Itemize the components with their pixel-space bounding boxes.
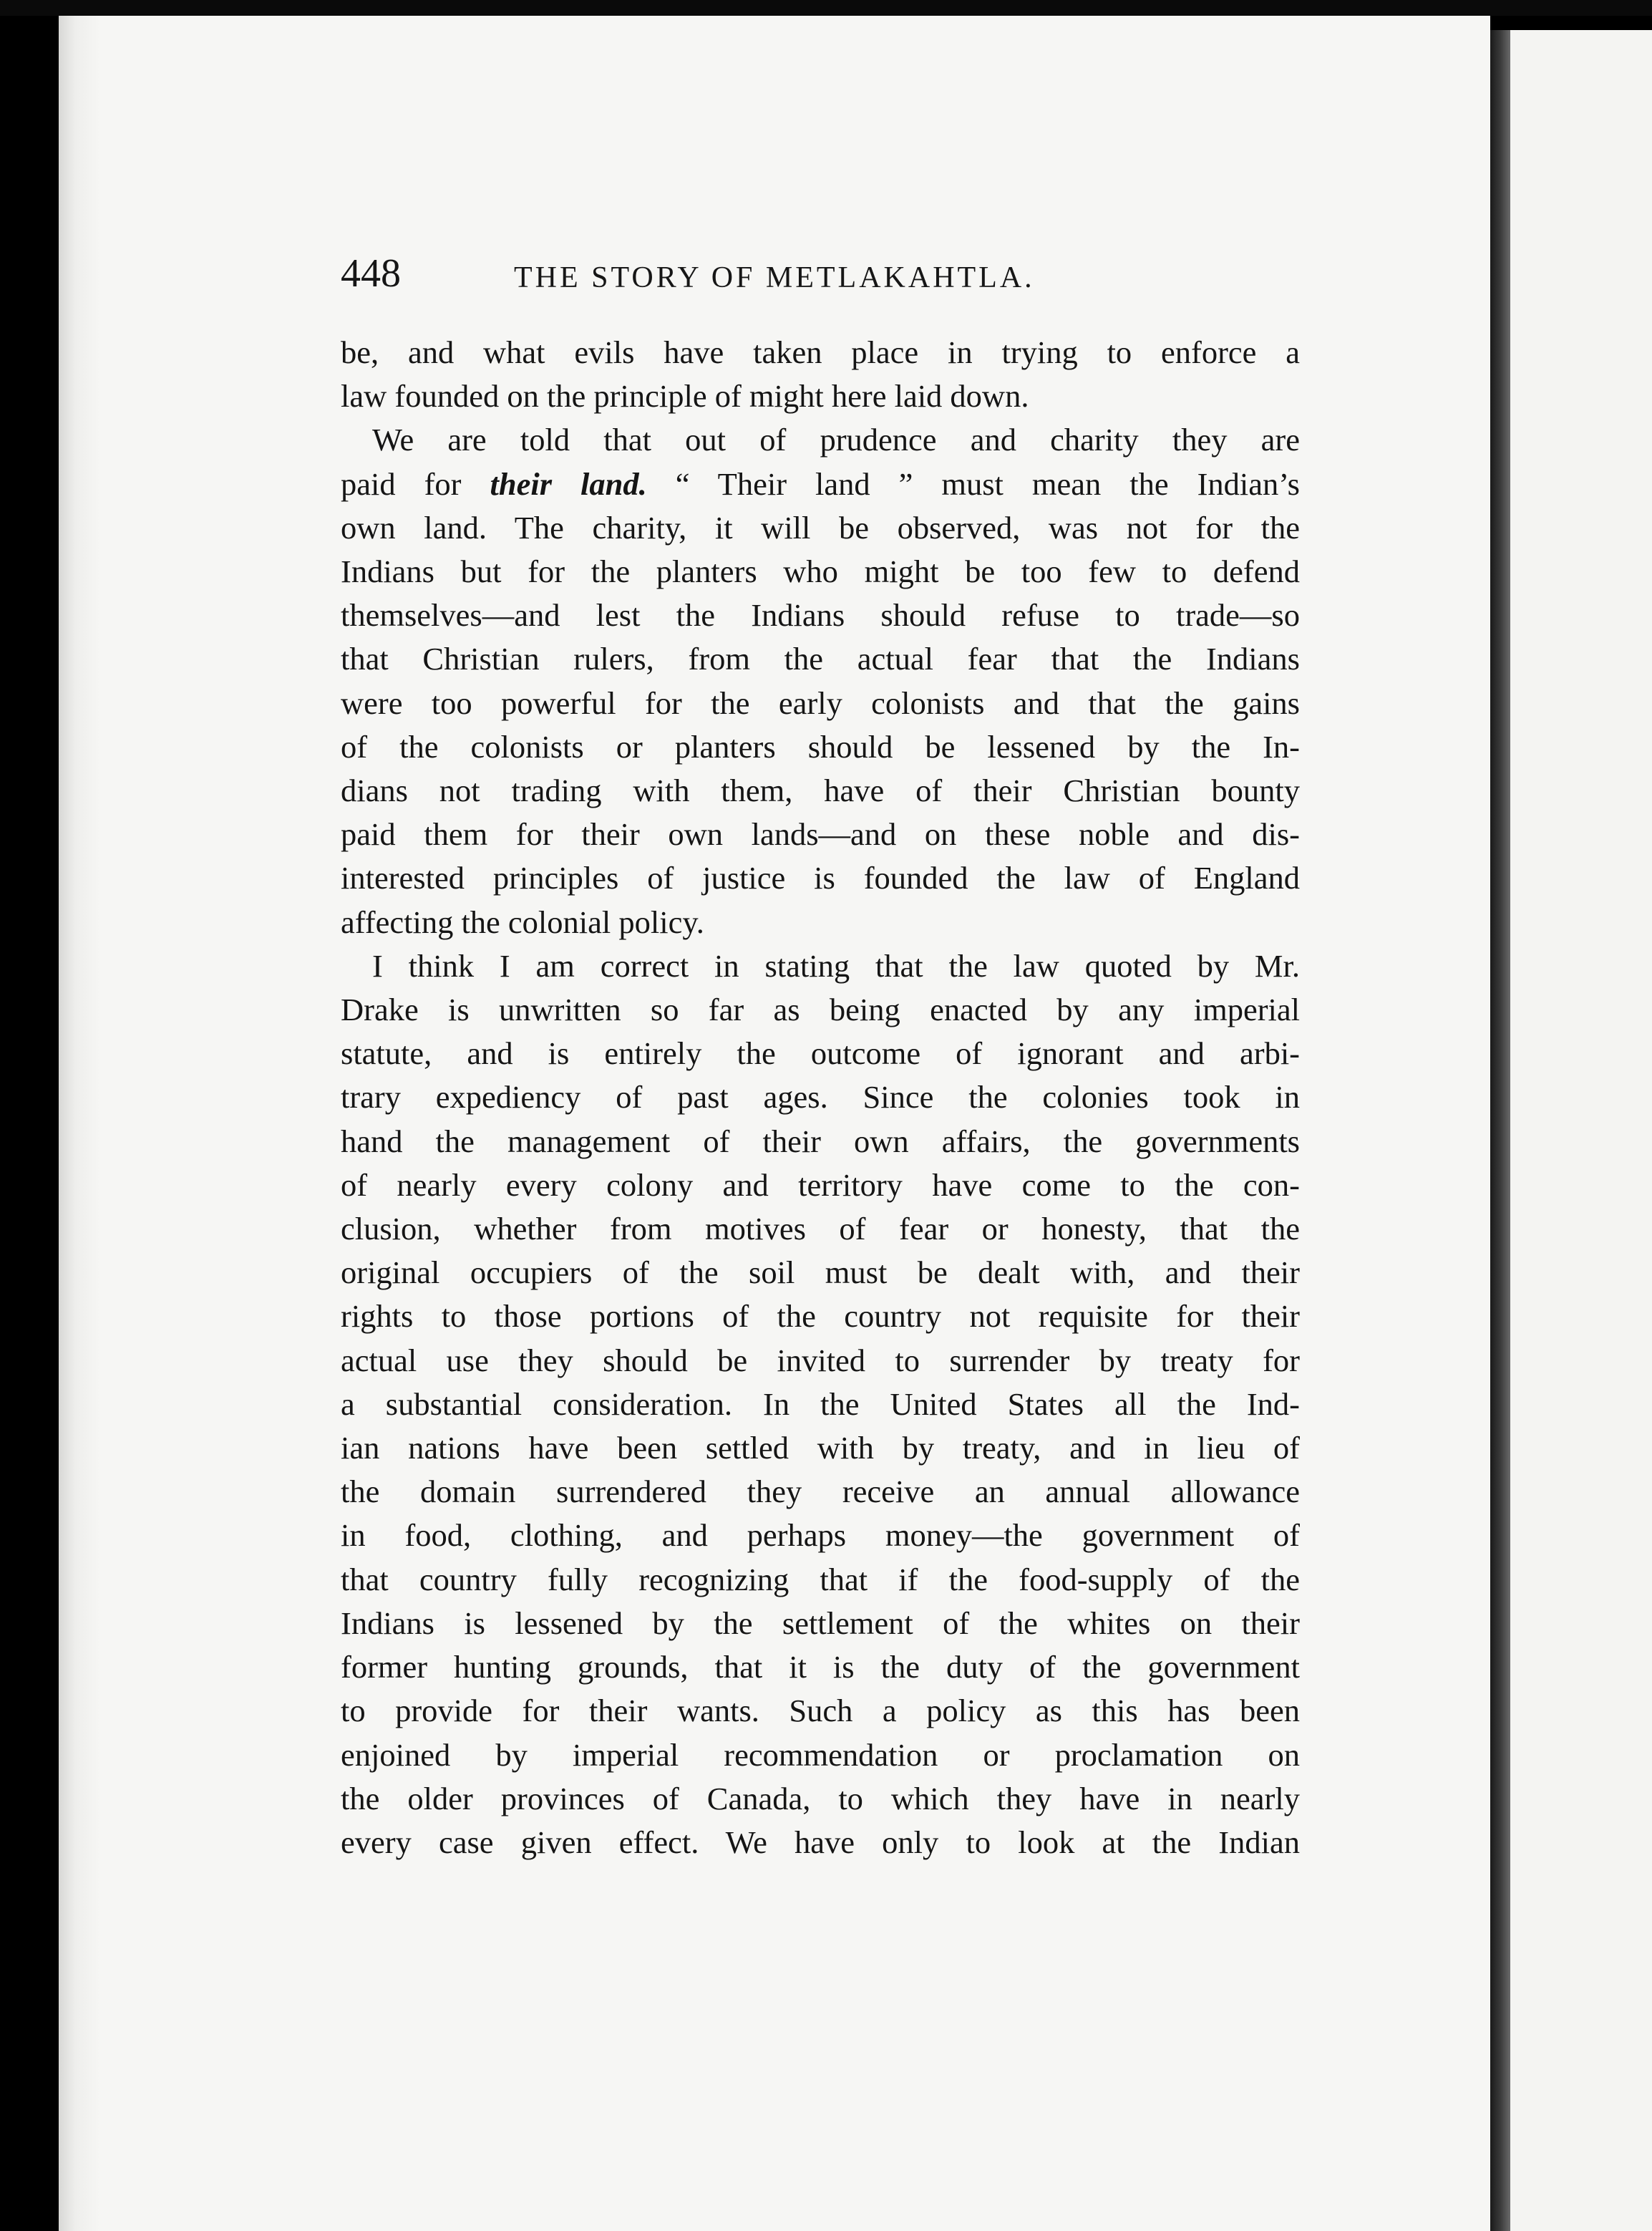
text-line: paid them for their own lands—and on these noble and dis-: [341, 816, 1300, 853]
scan-top-edge: [0, 0, 1652, 16]
text-line: in food, clothing, and perhaps money—the government of: [341, 1517, 1300, 1554]
text-line: were too powerful for the early colonists and that the gains: [341, 684, 1300, 721]
text-line: I think I am correct in stating that the law quoted by Mr.: [372, 947, 1300, 984]
text-line: affecting the colonial policy.: [341, 904, 704, 940]
text-line: ian nations have been settled with by treaty, and in lieu of: [341, 1430, 1300, 1466]
facing-page-edge: [1490, 30, 1652, 2231]
running-title: THE STORY OF METLAKAHTLA.: [514, 261, 1035, 294]
text-line: clusion, whether from motives of fear or honesty, that the: [341, 1211, 1300, 1247]
text-line: former hunting grounds, that it is the duty of the government: [341, 1649, 1300, 1685]
book-gutter: [1490, 30, 1510, 2231]
text-line: the domain surrendered they receive an annual allowance: [341, 1473, 1300, 1510]
text-line: own land. The charity, it will be observed, was not for the: [341, 509, 1300, 546]
text-fragment: paid for: [341, 465, 490, 502]
paragraph-3: [341, 944, 1300, 1864]
text-line: rights to those portions of the country not requisite for their: [341, 1298, 1300, 1335]
page-number: 448: [341, 251, 401, 296]
text-line: Indians but for the planters who might be too few to defend: [341, 553, 1300, 590]
text-line: trary expediency of past ages. Since the colonies took in: [341, 1079, 1300, 1116]
text-line: law founded on the principle of might here laid down.: [341, 378, 1029, 415]
text-line: the older provinces of Canada, to which they have in nearly: [341, 1780, 1300, 1816]
text-line: Indians is lessened by the settlement of the whites on their: [341, 1605, 1300, 1641]
text-line: statute, and is entirely the outcome of ignorant and arbi-: [341, 1035, 1300, 1072]
text-line: to provide for their wants. Such a policy as this has been: [341, 1693, 1300, 1729]
text-line-mixed: [341, 463, 1300, 506]
text-line: themselves—and lest the Indians should refuse to trade—so: [341, 597, 1300, 634]
paragraph-1: [341, 331, 1300, 418]
italic-phrase: their land.: [490, 465, 647, 502]
running-head: [341, 248, 1314, 299]
text-line: be, and what evils have taken place in trying to enforce a: [341, 334, 1300, 370]
text-line: Drake is unwritten so far as being enacted by any imperial: [341, 992, 1300, 1028]
text-line: interested principles of justice is founded the law of England: [341, 860, 1300, 896]
text-line: that country fully recognizing that if the food-supply of the: [341, 1561, 1300, 1597]
text-line: hand the management of their own affairs, the governments: [341, 1123, 1300, 1159]
text-line: every case given effect. We have only to look at the Indian: [341, 1824, 1300, 1860]
body-text: [341, 331, 1300, 1864]
text-line: that Christian rulers, from the actual fear that the Indians: [341, 641, 1300, 677]
text-line: a substantial consideration. In the United States all the Ind-: [341, 1385, 1300, 1422]
text-fragment: “ Their land ” must mean the Indian’s: [646, 465, 1300, 502]
text-line: of nearly every colony and territory have come to the con-: [341, 1166, 1300, 1203]
text-line: actual use they should be invited to surrender by treaty for: [341, 1342, 1300, 1378]
page-left-margin-shadow: [59, 16, 100, 2231]
text-line: dians not trading with them, have of their Christian bounty: [341, 773, 1300, 809]
text-line: original occupiers of the soil must be dealt with, and their: [341, 1254, 1300, 1291]
text-line: We are told that out of prudence and charity they are: [372, 422, 1300, 458]
text-line: of the colonists or planters should be lessened by the In-: [341, 728, 1300, 765]
paragraph-2: [341, 418, 1300, 944]
text-line: enjoined by imperial recommendation or proclamation on: [341, 1736, 1300, 1773]
